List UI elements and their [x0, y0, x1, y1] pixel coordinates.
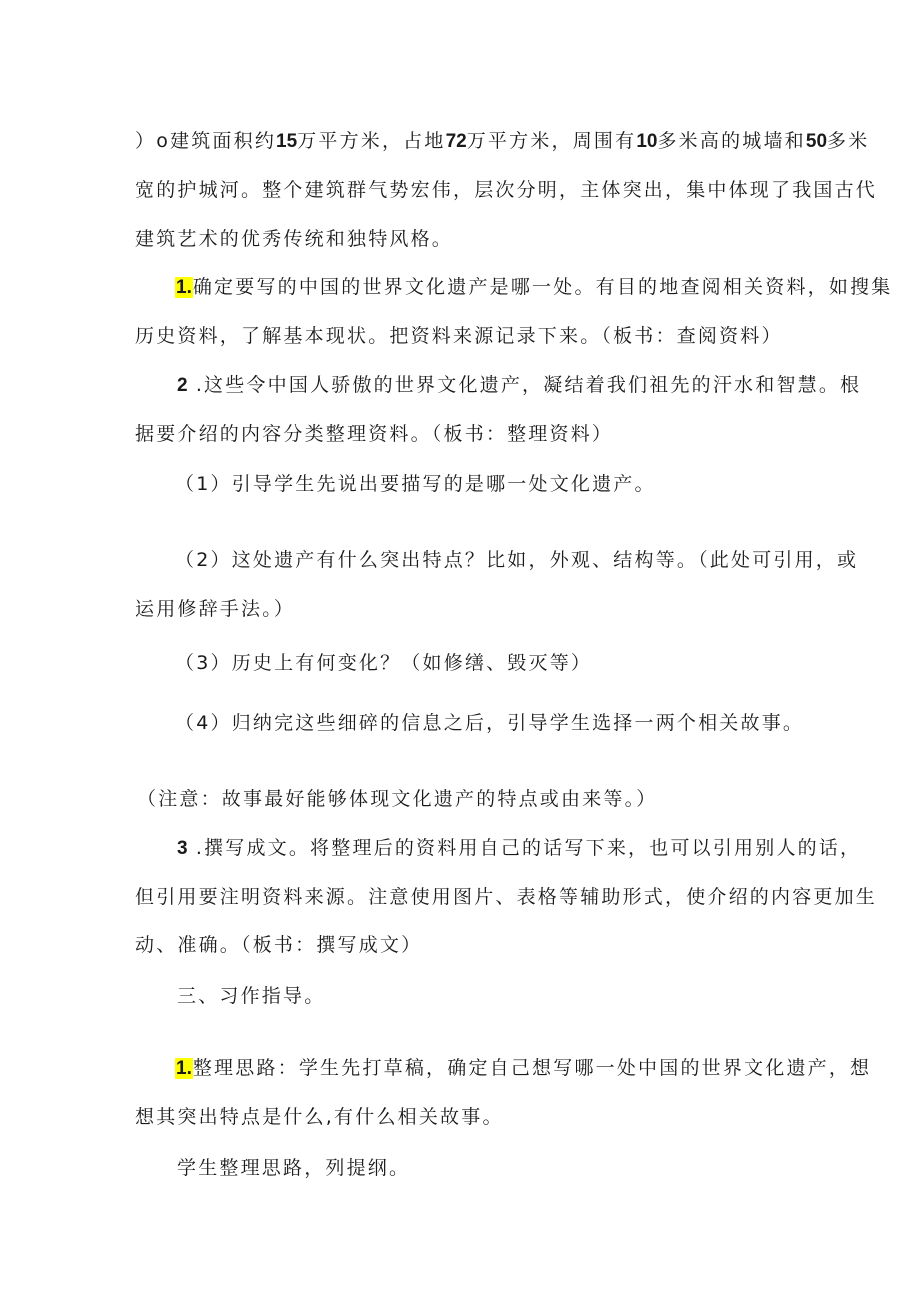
section-heading: 三、习作指导。: [177, 985, 326, 1007]
p9-line-1: 3 .撰写成文。将整理后的资料用自己的话写下来，也可以引用别人的话，: [177, 837, 862, 859]
highlighted-number: 1.: [176, 1058, 192, 1079]
p9-line-3: 动、准确。（板书：撰写成文）: [135, 934, 423, 956]
p9-line-2: 但引用要注明资料来源。注意使用图片、表格等辅助形式，使介绍的内容更加生: [135, 886, 878, 908]
p3-line-1: 2 .这些令中国人骄傲的世界文化遗产，凝结着我们祖先的汗水和智慧。根: [177, 374, 862, 396]
p8-line-1: （注意：故事最好能够体现文化遗产的特点或由来等。）: [137, 788, 658, 810]
p1-line-2: 宽的护城河。整个建筑群气势宏伟，层次分明，主体突出，集中体现了我国古代: [135, 179, 878, 201]
p1-line-3: 建筑艺术的优秀传统和独特风格。: [135, 228, 454, 250]
p7-line-1: （4）归纳完这些细碎的信息之后，引导学生选择一两个相关故事。: [175, 712, 805, 734]
p11-line-1: 1.整理思路：学生先打草稿，确定自己想写哪一处中国的世界文化遗产，想: [176, 1057, 872, 1079]
p5-line-2: 运用修辞手法。）: [135, 598, 296, 620]
p1-line-1: ）o建筑面积约15万平方米，占地72万平方米，周围有10多米高的城墙和50多米: [135, 130, 870, 152]
p6-line-1: （3）历史上有何变化？（如修缮、毁灭等）: [175, 652, 593, 674]
highlighted-number: 1.: [176, 277, 192, 298]
p4-line-1: （1）引导学生先说出要描写的是哪一处文化遗产。: [175, 473, 656, 495]
p12-line-1: 学生整理思路，列提纲。: [177, 1157, 411, 1179]
p2-line-2: 历史资料，了解基本现状。把资料来源记录下来。（板书：查阅资料）: [135, 325, 783, 347]
p5-line-1: （2）这处遗产有什么突出特点？比如，外观、结构等。（此处可引用，或: [175, 549, 859, 571]
p11-line-2: 想其突出特点是什么,有什么相关故事。: [135, 1106, 504, 1128]
p3-line-2: 据要介绍的内容分类整理资料。（板书：整理资料）: [135, 423, 614, 445]
p2-line-1: 1.确定要写的中国的世界文化遗产是哪一处。有目的地查阅相关资料，如搜集: [176, 276, 893, 298]
